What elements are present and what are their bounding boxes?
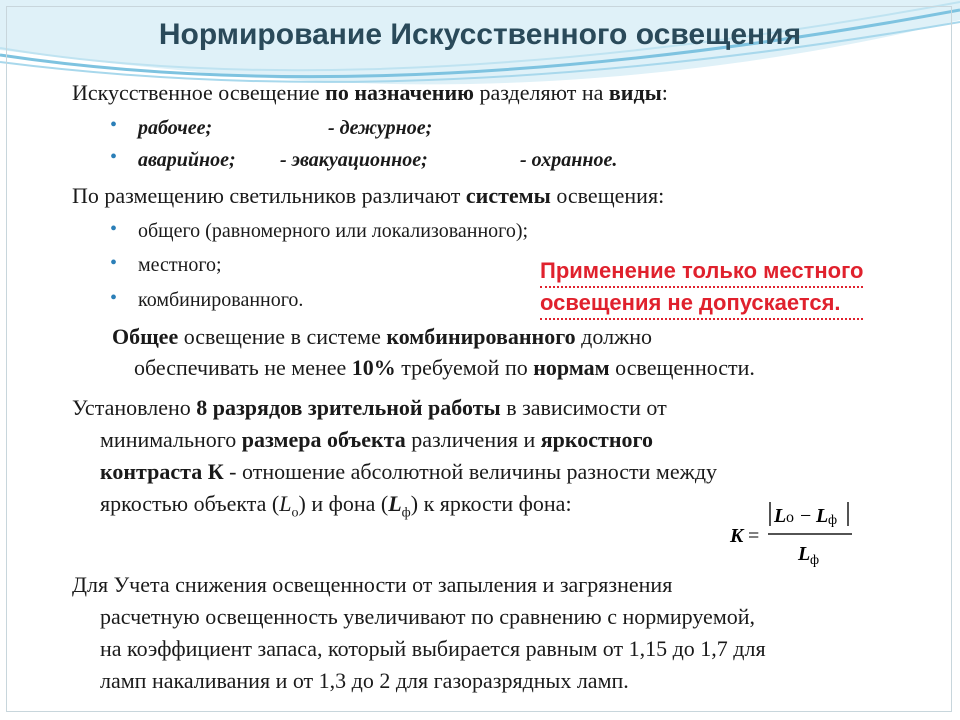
text-bold: по назначению (325, 80, 474, 105)
text: различения и (405, 427, 541, 452)
bullet-icon: • (110, 146, 118, 168)
warning-note (540, 256, 863, 320)
subscript: ф (401, 505, 411, 521)
text: разделяют на (473, 80, 609, 105)
formula-num-s1: o (786, 509, 794, 526)
text: ) и фона ( (298, 491, 389, 516)
system-general: общего (равномерного или локализованного); (138, 220, 529, 242)
text: По размещению светильников различают (72, 183, 466, 208)
text: обеспечивать не менее (134, 355, 352, 380)
paragraph-categories (72, 395, 667, 421)
text: яркостью объекта ( (100, 491, 280, 516)
text: должно (575, 324, 653, 349)
text: освещения: (550, 183, 665, 208)
bullet-icon: • (110, 218, 118, 240)
formula-minus: − (800, 505, 812, 527)
formula-den-l: L (798, 543, 811, 565)
system-combined: комбинированного. (138, 289, 304, 311)
symbol-L: L (388, 491, 402, 516)
paragraph-reserve-4: ламп накаливания и от 1,3 до 2 для газоразрядных ламп. (100, 668, 629, 693)
paragraph-categories-2 (100, 427, 653, 453)
subscript: о (291, 505, 299, 521)
bullet-icon: • (110, 252, 118, 274)
text-bold: виды (608, 80, 662, 105)
type-working: рабочее; (138, 117, 213, 139)
bullet-icon: • (110, 287, 118, 309)
paragraph-combined-cont (134, 355, 755, 381)
warning-line: Применение только местного (540, 256, 863, 288)
formula-den-s: ф (810, 553, 820, 568)
text: ) к яркости фона: (410, 491, 572, 516)
contrast-formula (728, 496, 858, 572)
formula-num-s2: ф (828, 513, 838, 528)
type-evacuation: - эвакуационное; (280, 149, 428, 171)
slide-title: Нормирование Искусственного освещения (158, 18, 802, 51)
text-bold: 8 разрядов зрительной работы (196, 395, 501, 420)
text: освещенности. (609, 355, 755, 380)
system-local: местного; (138, 254, 222, 276)
text-bold: 10% (351, 355, 396, 380)
type-emergency: аварийное; (138, 149, 236, 171)
text: : (661, 80, 668, 105)
text: требуемой по (395, 355, 534, 380)
symbol-L: L (279, 491, 292, 516)
type-security: - охранное. (520, 149, 618, 171)
text-bold: размера объекта (241, 427, 406, 452)
text-bold: Общее (112, 324, 179, 349)
paragraph-reserve-1: Для Учета снижения освещенности от запыления и загрязнения (72, 572, 673, 597)
type-duty: - дежурное; (328, 117, 433, 139)
warning-line: освещения не допускается. (540, 288, 863, 320)
paragraph-systems (72, 183, 664, 209)
formula-num-l1: L (774, 505, 787, 527)
paragraph-categories-3 (100, 459, 717, 485)
text: Установлено (72, 395, 197, 420)
formula-eq: = (748, 525, 760, 547)
text-bold: яркостного (540, 427, 653, 452)
text-bold: комбинированного (386, 324, 576, 349)
text: в зависимости от (500, 395, 667, 420)
formula-num-l2: L (816, 505, 829, 527)
paragraph-categories-4 (100, 491, 572, 526)
text: освещение в системе (178, 324, 387, 349)
text-bold: контраста К (100, 459, 224, 484)
formula-k: K (730, 525, 744, 547)
paragraph-reserve-3: на коэффициент запаса, который выбирается равным от 1,15 до 1,7 для (100, 636, 766, 661)
text-bold: системы (465, 183, 551, 208)
text: минимального (100, 427, 242, 452)
paragraph-combined (112, 324, 652, 350)
text: - отношение абсолютной величины разности между (223, 459, 718, 484)
bullet-icon: • (110, 114, 118, 136)
paragraph-purpose (72, 80, 668, 106)
text-bold: нормам (533, 355, 610, 380)
text: Искусственное освещение (72, 80, 326, 105)
paragraph-reserve-2: расчетную освещенность увеличивают по сравнению с нормируемой, (100, 604, 756, 629)
